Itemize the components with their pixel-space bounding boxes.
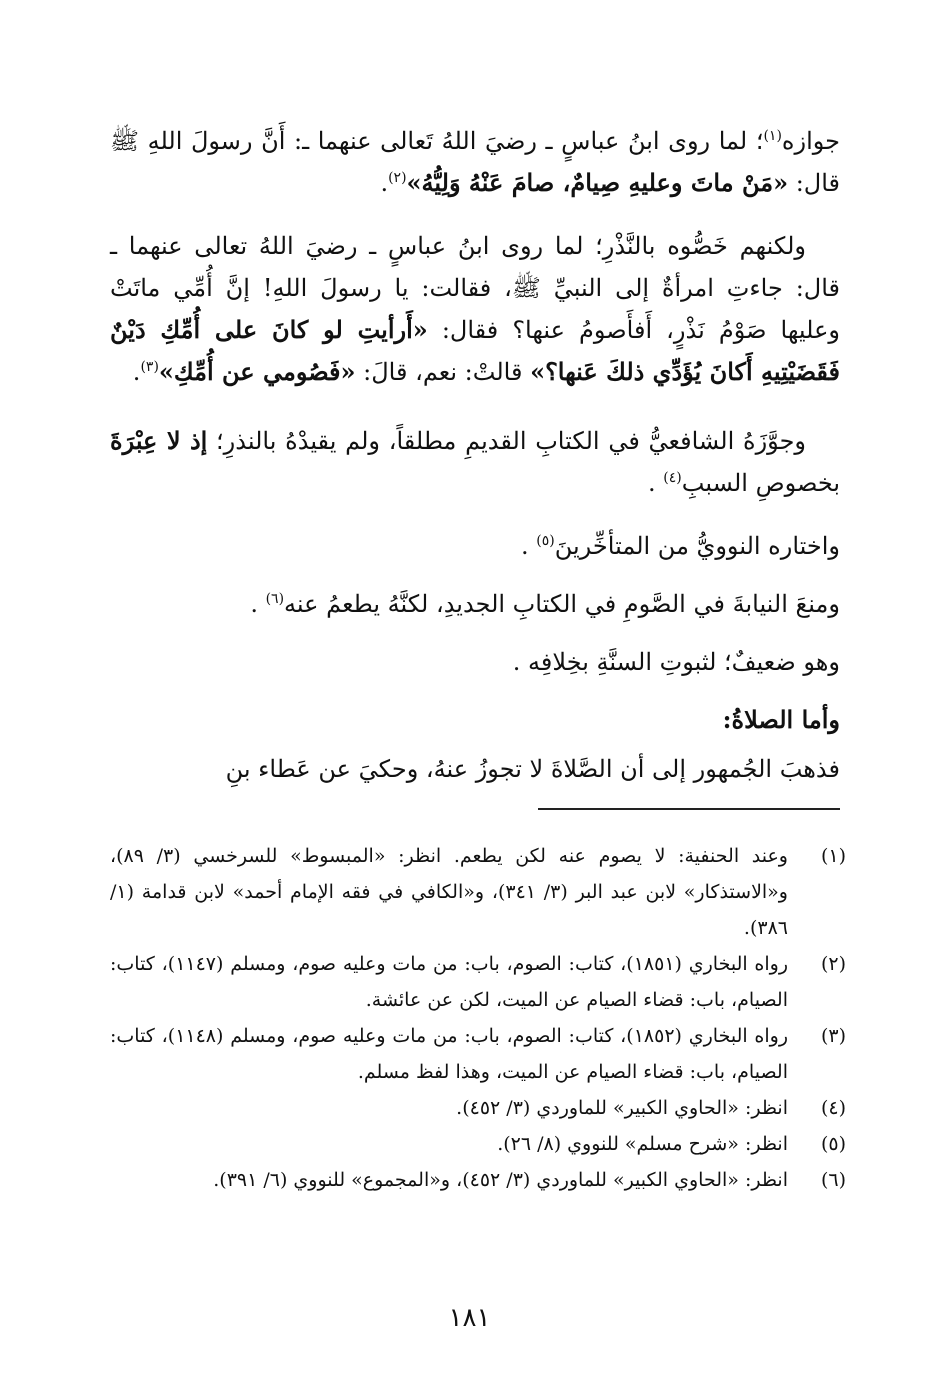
- paragraph-1-text: جوازه: [781, 127, 840, 155]
- paragraph-3-text: وجوَّزَهُ الشافعيُّ في الكتابِ القديمِ مطلقاً، ولم يقيدْهُ بالنذرِ؛: [207, 427, 806, 455]
- paragraph-2-text: ولكنهم خَصُّوه بالنَّذْرِ؛ لما روى ابنُ عباسٍ ـ رضيَ اللهُ تعالى عنهما ـ قال: جاءتِ امرأةٌ إلى النبيِّ ﷺ، فقالت: يا رسولَ اللهِ! إنَّ أُمِّي ماتَتْ وعليها صَوْمُ نَذْرٍ، أَفأَصومُ عنها؟ فقال:: [110, 232, 840, 344]
- footnote-4: [110, 1090, 846, 1126]
- paragraph-6: وهو ضعيفٌ؛ لثبوتِ السنَّةِ بخِلافِه .: [512, 648, 840, 676]
- paragraph-4-end: .: [521, 532, 537, 560]
- hadith-quote-2: «أَرأيتِ لو كانَ على أُمِّكِ دَيْنٌ فَقَضَيْتِيهِ أَكانَ يُؤَدِّي ذلكَ عَنها؟»: [110, 315, 840, 386]
- paragraph-5: [250, 583, 840, 625]
- footnote-text: رواه البخاري (١٨٥١)، كتاب: الصوم، باب: من مات وعليه صوم، ومسلم (١١٤٧)، كتاب: الصيام، باب: قضاء الصيام عن الميت، لكن عن عائشة.: [110, 953, 788, 1011]
- footnote-number: (٦): [820, 1169, 846, 1191]
- paragraph-3: [110, 420, 840, 522]
- footnotes: [110, 838, 846, 1198]
- footnote-ref-1[interactable]: (١): [763, 128, 782, 144]
- section-heading: وأما الصلاةُ:: [722, 705, 840, 734]
- footnote-number: (١): [820, 845, 846, 867]
- paragraph-7: فذهبَ الجُمهور إلى أن الصَّلاةَ لا تجوزُ عنهُ، وحكيَ عن عَطاء بنِ: [225, 755, 840, 783]
- paragraph-3-text-2: بخصوصِ السببِ: [681, 469, 840, 497]
- footnote-number: (٣): [820, 1025, 846, 1047]
- paragraph-1-end: .: [380, 169, 389, 197]
- footnote-2: [110, 946, 846, 1018]
- footnote-text: انظر: «الحاوي الكبير» للماوردي (٣/ ٤٥٢)، و«المجموع» للنووي (٦/ ٣٩١).: [213, 1169, 788, 1191]
- footnote-5: [110, 1126, 846, 1162]
- paragraph-3-end: .: [648, 469, 664, 497]
- paragraph-2-text-2: قالتْ: نعم، قالَ:: [355, 358, 531, 386]
- paragraph-4-text: واختاره النوويُّ من المتأخِّرينَ: [554, 532, 840, 560]
- footnote-ref-4[interactable]: (٤): [663, 470, 682, 486]
- footnote-number: (٤): [820, 1097, 846, 1119]
- footnote-divider: [538, 808, 840, 810]
- footnote-1: [110, 838, 846, 946]
- paragraph-4: [521, 525, 840, 567]
- paragraph-1-text-2: ؛ لما روى ابنُ عباسٍ ـ رضيَ اللهُ تَعالى عنهما ـ: أَنَّ رسولَ اللهِ ﷺ قال:: [110, 127, 840, 197]
- footnote-ref-6[interactable]: (٦): [265, 591, 285, 607]
- paragraph-5-end: .: [250, 590, 266, 618]
- footnote-number: (٥): [820, 1133, 846, 1155]
- paragraph-2: [110, 225, 840, 411]
- paragraph-1: [110, 120, 840, 222]
- footnote-ref-2[interactable]: (٢): [388, 170, 407, 186]
- footnote-3: [110, 1018, 846, 1090]
- footnote-ref-5[interactable]: (٥): [536, 533, 555, 549]
- paragraph-2-end: .: [132, 358, 141, 386]
- footnote-text: انظر: «الحاوي الكبير» للماوردي (٣/ ٤٥٢).: [456, 1097, 788, 1119]
- footnote-text: وعند الحنفية: لا يصوم عنه لكن يطعم. انظر: «المبسوط» للسرخسي (٣/ ٨٩)، و«الاستذكار» لابن عبد البر (٣/ ٣٤١)، و«الكافي في فقه الإمام أحمد» لابن قدامة (١/ ٣٨٦).: [110, 845, 788, 939]
- footnote-text: انظر: «شرح مسلم» للنووي (٨/ ٢٦).: [497, 1133, 788, 1155]
- page-number: ١٨١: [448, 1303, 491, 1333]
- footnote-number: (٢): [820, 953, 846, 975]
- footnote-text: رواه البخاري (١٨٥٢)، كتاب: الصوم، باب: من مات وعليه صوم، ومسلم (١١٤٨)، كتاب: الصيام، باب: قضاء الصيام عن الميت، وهذا لفظ مسلم.: [110, 1025, 788, 1083]
- hadith-quote-3: «فَصُومي عن أُمِّكِ»: [158, 357, 356, 386]
- paragraph-3-bold: إذ لا عِبْرَةَ: [110, 426, 208, 455]
- footnote-ref-3[interactable]: (٣): [140, 359, 159, 375]
- paragraph-5-text: ومنعَ النيابةَ في الصَّومِ في الكتابِ الجديدِ، لكنَّهُ يطعمُ عنه: [284, 590, 840, 618]
- footnote-6: [110, 1162, 846, 1198]
- hadith-quote-1: «مَنْ ماتَ وعليهِ صِيامٌ، صامَ عَنْهُ وَلِيُّهُ»: [406, 168, 789, 197]
